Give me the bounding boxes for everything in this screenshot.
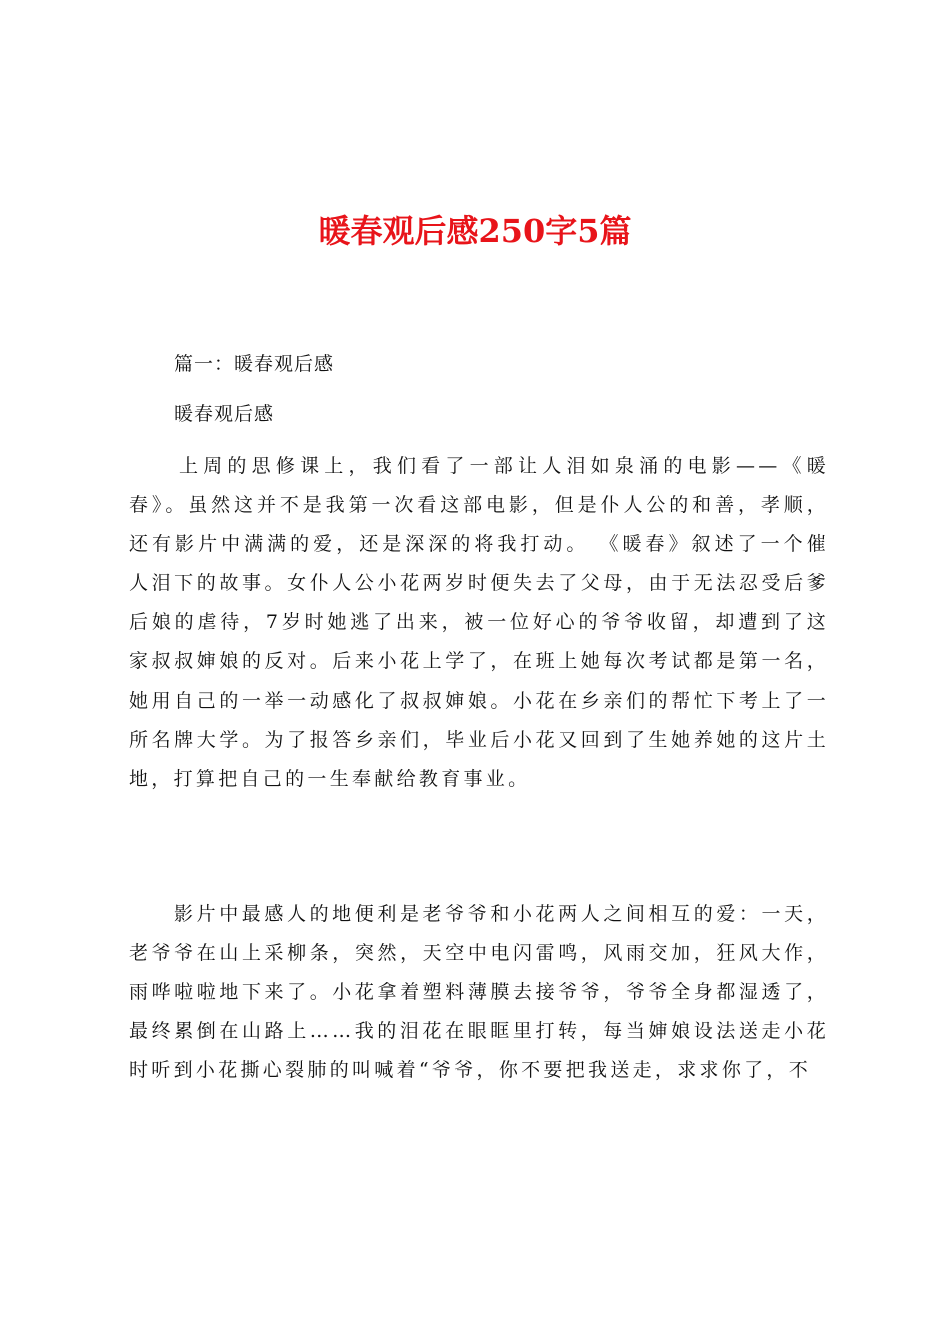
body-paragraph-2: 影片中最感人的地便利是老爷爷和小花两人之间相互的爱：一天，老爷爷在山上采柳条，突然，天空中电闪雷鸣，风雨交加，狂风大作，雨哗啦啦地下来了。小花拿着塑料薄膜去接爷爷，爷爷全身都湿透了，最终累倒在山路上……我的泪花在眼眶里打转，每当婶娘设法送走小花时听到小花撕心裂肺的叫喊着“爷爷，你不要把我送走，求求你了，不 (129, 903, 829, 1082)
body-paragraph-1: 上周的思修课上，我们看了一部让人泪如泉涌的电影——《暖春》。虽然这并不是我第一次看这部电影，但是仆人公的和善，孝顺，还有影片中满满的爱，还是深深的将我打动。 《暖春》叙述了一个催人泪下的故事。女仆人公小花两岁时便失去了父母，由于无法忍受后爹后娘的虐待，7岁时她逃了出来，被一位好心的爷爷收留，却遭到了这家叔叔婶娘的反对。后来小花上学了，在班上她每次考试都是第一名，她用自己的一举一动感化了叔叔婶娘。小花在乡亲们的帮忙下考上了一所名牌大学。为了报答乡亲们，毕业后小花又回到了生她养她的这片土地，打算把自己的一生奉献给教育事业。 (129, 455, 829, 790)
document-title: 暖春观后感250字5篇 (318, 212, 632, 250)
section-heading: 篇一：暖春观后感 (174, 353, 335, 375)
sub-heading: 暖春观后感 (174, 403, 275, 425)
